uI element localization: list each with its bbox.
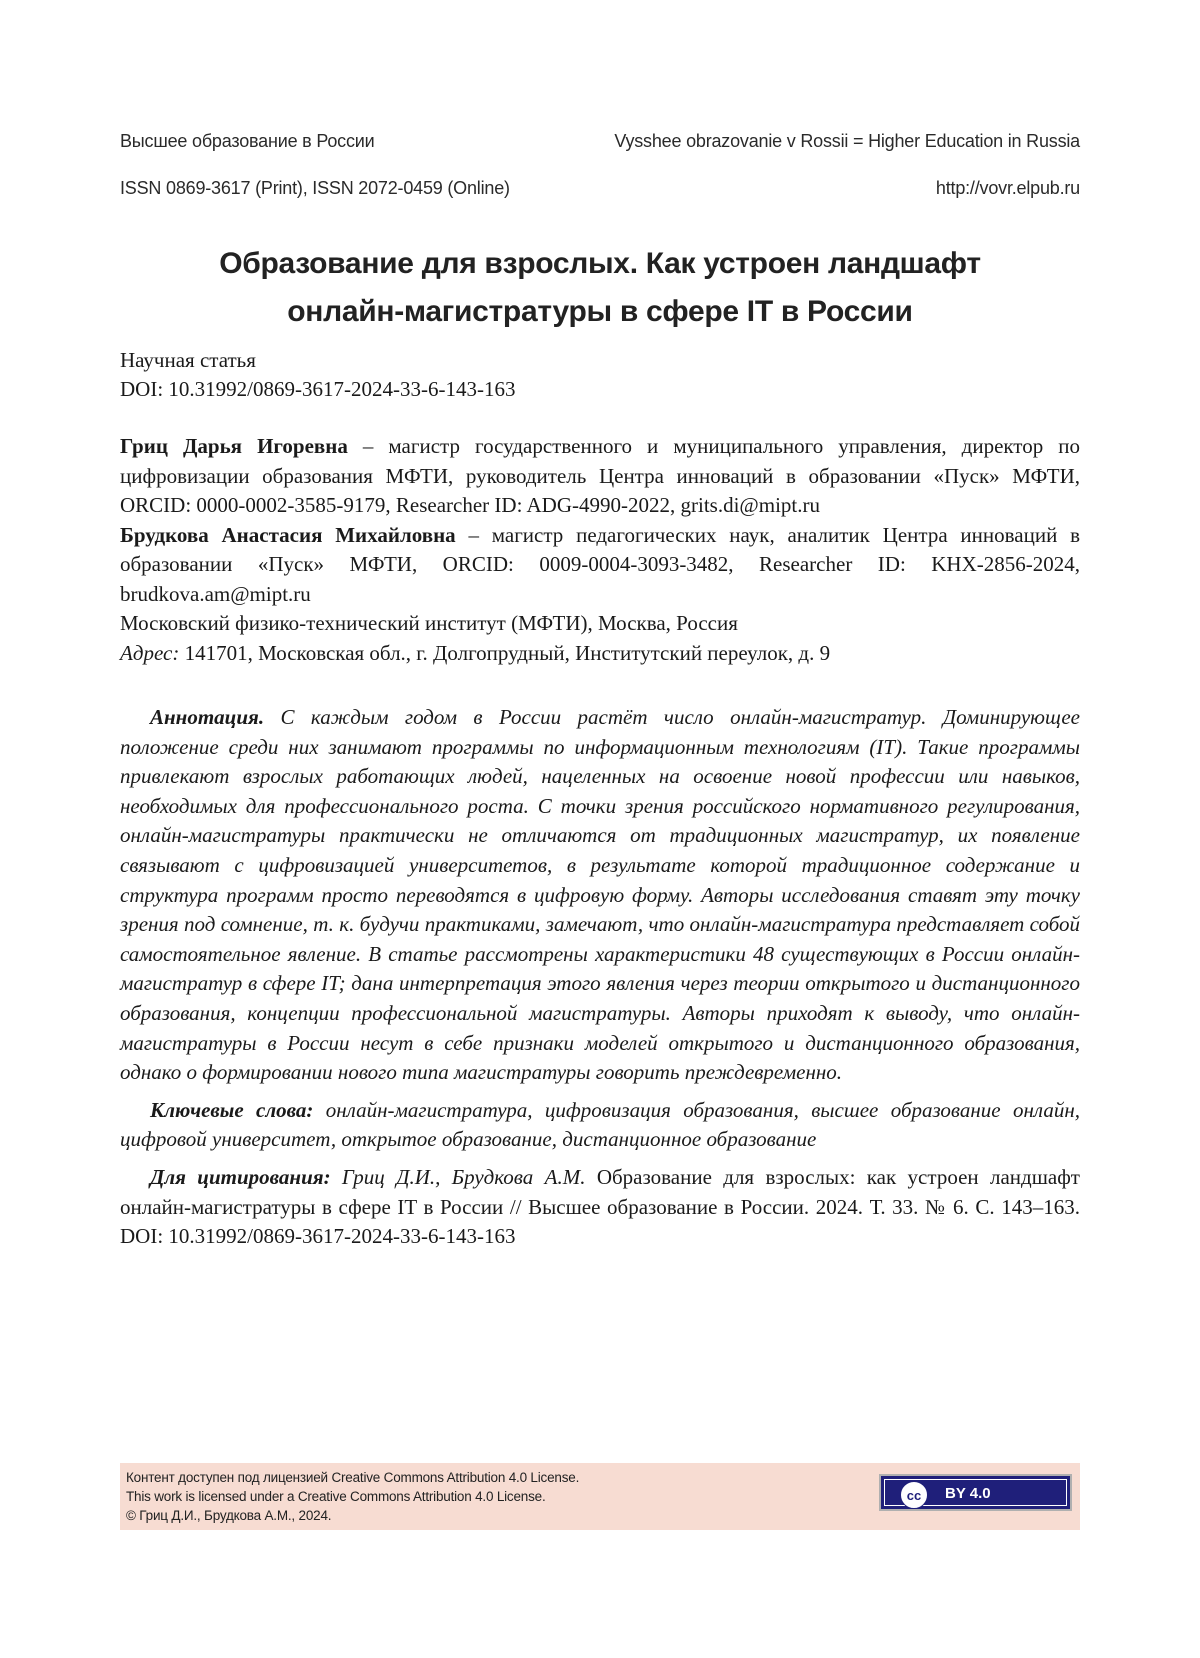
title-line-2: онлайн-магистратуры в сфере IT в России xyxy=(287,295,913,328)
address-label: Адрес: xyxy=(120,640,180,665)
author-name: Гриц Дарья Игоревна xyxy=(120,434,348,458)
article-meta xyxy=(120,346,515,404)
author-entry xyxy=(120,521,1080,610)
abstract-section xyxy=(120,703,1080,1260)
cc-by-badge[interactable] xyxy=(879,1474,1072,1511)
cc-badge-frame xyxy=(884,1479,1067,1506)
title-line-1: Образование для взрослых. Как устроен ландшафт xyxy=(219,247,981,280)
affiliation: Московский физико-технический институт (МФТИ), Москва, Россия xyxy=(120,611,738,635)
keywords-text: онлайн-магистратура, цифровизация образования, высшее образование онлайн, цифровой университет, открытое образование, дистанционное образование xyxy=(120,1097,1080,1152)
abstract-text: С каждым годом в России растёт число онлайн-магистратур. Доминирующее положение среди них занимают программы по информационным технологиям (IT). Такие программы привлекают взрослых работающих людей, нацеленных на освоение новой профессии или навыков, необходимых для профессионального роста. С точки зрения российского нормативного регулирования, онлайн-магистратуры практически не отличаются от традиционных магистратур, их появление связывают с цифровизацией университетов, в результате которой традиционное содержание и структура программ просто переводятся в цифровую форму. Авторы исследования ставят эту точку зрения под сомнение, т. к. будучи практиками, замечают, что онлайн-магистратура представляет собой самостоятельное явление. В статье рассмотрены характеристики 48 существующих в России онлайн-магистратур в сфере IT; дана интерпретация этого явления через теории открытого и дистанционного образования, концепции профессиональной магистратуры. Авторы приходят к выводу, что онлайн-магистратуры в России несут в себе признаки моделей открытого и дистанционного образования, однако о формировании нового типа магистратуры говорить преждевременно. xyxy=(120,705,1080,1085)
abstract xyxy=(120,703,1080,1088)
article-title xyxy=(120,240,1080,336)
cc-logo-icon: cc xyxy=(900,1481,928,1509)
citation xyxy=(120,1163,1080,1252)
issn: ISSN 0869-3617 (Print), ISSN 2072-0459 (Online) xyxy=(120,178,510,198)
journal-title-en: Vysshee obrazovanie v Rossii = Higher Education in Russia xyxy=(614,131,1080,151)
citation-text: Образование для взрослых: как устроен ландшафт онлайн-магистратуры в сфере IT в России // Высшее образование в России. 2024. Т. 33. № 6. С. 143–163. DOI: 10.31992/0869-3617-2024-33-6-143-163 xyxy=(120,1164,1080,1249)
author-info: – магистр педагогических наук, аналитик Центра инноваций в образовании «Пуск» МФТИ, ORCID: 0009-0004-3093-3482, Researcher ID: KHX-2856-2024, brudkova.am@mipt.ru xyxy=(120,522,1080,606)
citation-label: Для цитирования: xyxy=(150,1164,331,1189)
journal-url-link[interactable]: http://vovr.elpub.ru xyxy=(935,178,1080,198)
license-line-ru: Контент доступен под лицензией Creative Commons Attribution 4.0 License. xyxy=(126,1470,580,1485)
issn-row xyxy=(120,178,1080,199)
abstract-label: Аннотация. xyxy=(150,705,265,729)
citation-authors: Гриц Д.И., Брудкова А.М. xyxy=(330,1164,586,1189)
cc-badge-label: BY 4.0 xyxy=(945,1485,991,1502)
license-box xyxy=(120,1463,1080,1530)
keywords xyxy=(120,1096,1080,1155)
authors-block xyxy=(120,432,1080,668)
license-text xyxy=(126,1468,579,1525)
author-info: – магистр государственного и муниципального управления, директор по цифровизации образования МФТИ, руководитель Центра инноваций в образовании «Пуск» МФТИ, ORCID: 0000-0002-3585-9179, Researcher ID: ADG-4990-2022, grits.di@mipt.ru xyxy=(120,434,1080,517)
author-entry xyxy=(120,432,1080,521)
license-line-en: This work is licensed under a Creative Commons Attribution 4.0 License. xyxy=(126,1489,546,1504)
address xyxy=(120,639,1080,669)
article-doi: DOI: 10.31992/0869-3617-2024-33-6-143-163 xyxy=(120,377,516,401)
article-type: Научная статья xyxy=(120,348,256,372)
journal-title-ru: Высшее образование в России xyxy=(120,131,375,151)
keywords-label: Ключевые слова: xyxy=(150,1097,314,1122)
running-header xyxy=(120,131,1080,152)
article-page xyxy=(120,0,1080,1658)
author-name: Брудкова Анастасия Михайловна xyxy=(120,522,456,547)
address-text: 141701, Московская обл., г. Долгопрудный, Институтский переулок, д. 9 xyxy=(179,640,831,665)
copyright-line: © Гриц Д.И., Брудкова А.М., 2024. xyxy=(126,1508,332,1523)
